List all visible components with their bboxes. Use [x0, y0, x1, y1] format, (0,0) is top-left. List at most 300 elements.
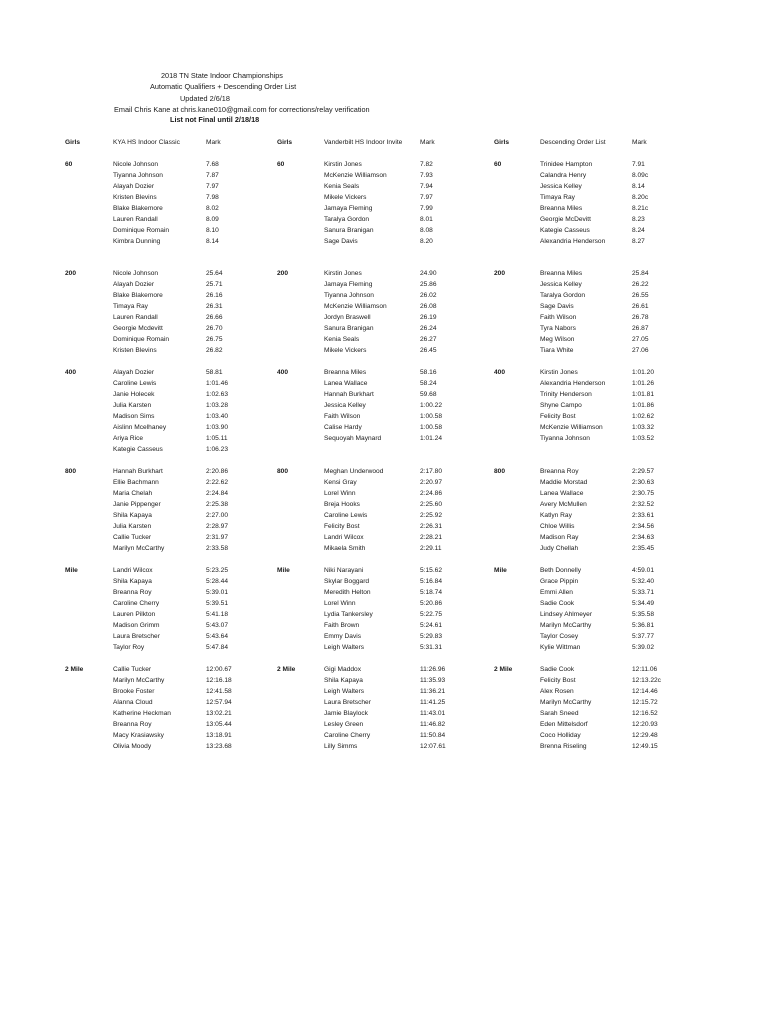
athlete-name: Kategie Casseus [540, 227, 590, 234]
athlete-mark: 2:29.11 [420, 545, 442, 552]
athlete-mark: 12:07.61 [420, 743, 446, 750]
athlete-name: Kirstin Jones [540, 369, 578, 376]
athlete-mark: 11:43.01 [420, 710, 446, 717]
athlete-name: Timaya Ray [113, 303, 148, 310]
athlete-name: Calandra Henry [540, 172, 587, 179]
athlete-name: Marilyn McCarthy [113, 677, 165, 684]
athlete-name: Sage Davis [324, 238, 358, 245]
event-label: 2 Mile [65, 666, 84, 673]
event-label: 800 [277, 468, 289, 475]
athlete-name: Landri Wilcox [113, 567, 153, 574]
athlete-mark: 8.24 [632, 227, 645, 234]
athlete-mark: 2:25.38 [206, 501, 228, 508]
athlete-mark: 11:26.96 [420, 666, 446, 673]
athlete-name: Jamaya Fleming [324, 205, 373, 212]
athlete-mark: 7.93 [420, 172, 433, 179]
athlete-mark: 5:18.74 [420, 589, 442, 596]
athlete-mark: 12:41.58 [206, 688, 232, 695]
athlete-mark: 12:14.46 [632, 688, 658, 695]
athlete-name: Lauren Pilkton [113, 611, 156, 618]
athlete-mark: 7.87 [206, 172, 219, 179]
athlete-name: Sage Davis [540, 303, 574, 310]
athlete-name: Lorel Winn [324, 600, 356, 607]
athlete-mark: 1:01.26 [632, 380, 654, 387]
athlete-mark: 1:03.28 [206, 402, 228, 409]
athlete-mark: 5:28.44 [206, 578, 228, 585]
athlete-mark: 8.23 [632, 216, 645, 223]
athlete-name: Jessica Kelley [540, 183, 582, 190]
athlete-mark: 12:11.06 [632, 666, 658, 673]
event-label: Mile [277, 567, 290, 574]
athlete-name: Landri Wilcox [324, 534, 364, 541]
athlete-mark: 11:36.21 [420, 688, 446, 695]
athlete-mark: 13:05.44 [206, 721, 232, 728]
athlete-name: Jamaya Fleming [324, 281, 373, 288]
athlete-mark: 5:31.31 [420, 644, 442, 651]
athlete-mark: 2:35.45 [632, 545, 654, 552]
athlete-name: Faith Wilson [324, 413, 361, 420]
athlete-mark: 2:33.58 [206, 545, 228, 552]
athlete-name: Felicity Bost [540, 413, 576, 420]
athlete-mark: 5:43.07 [206, 622, 228, 629]
athlete-name: Marilyn McCarthy [113, 545, 165, 552]
title-line-1: 2018 TN State Indoor Championships [161, 71, 283, 80]
athlete-name: Kristen Blevins [113, 347, 157, 354]
athlete-mark: 13:02.21 [206, 710, 232, 717]
athlete-mark: 5:39.01 [206, 589, 228, 596]
athlete-name: Macy Krasiawsky [113, 732, 164, 739]
athlete-mark: 5:43.64 [206, 633, 228, 640]
athlete-name: Janie Pippenger [113, 501, 161, 508]
column-mark-label: Mark [632, 139, 647, 146]
event-label: 800 [494, 468, 506, 475]
athlete-name: Georgie Mcdevitt [113, 325, 163, 332]
athlete-mark: 2:20.97 [420, 479, 442, 486]
athlete-name: Faith Wilson [540, 314, 577, 321]
athlete-mark: 7.91 [632, 161, 645, 168]
athlete-name: Breanna Miles [540, 270, 583, 277]
athlete-name: Laura Bretscher [113, 633, 160, 640]
column-girls-label: Girls [277, 139, 293, 146]
athlete-mark: 8.14 [632, 183, 645, 190]
athlete-mark: 2:17.80 [420, 468, 442, 475]
athlete-name: Madison Grimm [113, 622, 160, 629]
athlete-mark: 11:50.84 [420, 732, 446, 739]
athlete-mark: 11:35.93 [420, 677, 446, 684]
athlete-name: Mikele Vickers [324, 347, 367, 354]
athlete-name: Lanea Wallace [540, 490, 584, 497]
athlete-mark: 1:03.52 [632, 435, 654, 442]
athlete-mark: 12:29.48 [632, 732, 658, 739]
athlete-mark: 12:16.18 [206, 677, 232, 684]
athlete-mark: 5:36.81 [632, 622, 654, 629]
athlete-name: Julia Karsten [113, 523, 152, 530]
athlete-name: Caroline Lewis [324, 512, 368, 519]
athlete-name: Georgie McDevitt [540, 216, 591, 223]
athlete-mark: 2:25.92 [420, 512, 442, 519]
athlete-name: Shila Kapaya [113, 578, 152, 585]
athlete-name: Brenna Riseling [540, 743, 587, 750]
athlete-mark: 1:00.58 [420, 424, 442, 431]
athlete-name: Alayah Dozier [113, 281, 155, 288]
athlete-mark: 1:03.90 [206, 424, 228, 431]
athlete-mark: 8.02 [206, 205, 219, 212]
athlete-name: Caroline Lewis [113, 380, 157, 387]
athlete-mark: 12:13.22c [632, 677, 661, 684]
athlete-name: Brooke Foster [113, 688, 155, 695]
athlete-mark: 12:20.93 [632, 721, 658, 728]
athlete-name: Sequoyah Maynard [324, 435, 382, 442]
athlete-mark: 1:00.22 [420, 402, 442, 409]
athlete-name: Jordyn Braswell [324, 314, 371, 321]
athlete-name: Jessica Kelley [540, 281, 582, 288]
event-label: 400 [65, 369, 77, 376]
athlete-name: Leigh Walters [324, 644, 365, 651]
athlete-mark: 2:29.57 [632, 468, 654, 475]
event-label: 200 [65, 270, 77, 277]
athlete-name: Lanea Wallace [324, 380, 368, 387]
athlete-mark: 26.66 [206, 314, 223, 321]
event-label: Mile [494, 567, 507, 574]
athlete-name: Hannah Burkhart [324, 391, 374, 398]
title-line-5: List not Final until 2/18/18 [170, 115, 260, 124]
event-label: 800 [65, 468, 77, 475]
athlete-mark: 26.19 [420, 314, 437, 321]
athlete-mark: 8.09 [206, 216, 219, 223]
athlete-mark: 5:35.58 [632, 611, 654, 618]
athlete-name: Skylar Boggard [324, 578, 370, 585]
athlete-mark: 11:46.82 [420, 721, 446, 728]
athlete-name: Aislinn Mcelhaney [113, 424, 167, 431]
athlete-name: Emmy Davis [324, 633, 361, 640]
athlete-name: Breanna Miles [324, 369, 367, 376]
athlete-mark: 26.55 [632, 292, 649, 299]
athlete-name: Kristen Blevins [113, 194, 157, 201]
athlete-name: Lydia Tankersley [324, 611, 373, 618]
athlete-mark: 8.27 [632, 238, 645, 245]
athlete-name: Maria Chelah [113, 490, 153, 497]
athlete-name: Lorel Winn [324, 490, 356, 497]
athlete-mark: 7.98 [206, 194, 219, 201]
athlete-name: Ellie Bachmann [113, 479, 159, 486]
athlete-name: Janie Holecek [113, 391, 155, 398]
athlete-mark: 5:41.18 [206, 611, 228, 618]
athlete-name: Breanna Roy [113, 721, 152, 728]
athlete-name: Alexandria Henderson [540, 238, 606, 245]
column-meet-title: Descending Order List [540, 139, 606, 146]
athlete-name: Gigi Maddox [324, 666, 362, 673]
athlete-mark: 2:22.62 [206, 479, 228, 486]
event-label: 2 Mile [494, 666, 513, 673]
athlete-mark: 25.64 [206, 270, 223, 277]
athlete-mark: 26.27 [420, 336, 437, 343]
athlete-name: Kategie Casseus [113, 446, 163, 453]
athlete-name: Tiyanna Johnson [324, 292, 374, 299]
athlete-mark: 1:06.23 [206, 446, 228, 453]
athlete-name: Alayah Dozier [113, 369, 155, 376]
athlete-mark: 58.16 [420, 369, 437, 376]
athlete-mark: 13:18.91 [206, 732, 232, 739]
athlete-name: McKenzie Williamson [540, 424, 603, 431]
column-mark-label: Mark [206, 139, 221, 146]
athlete-mark: 26.75 [206, 336, 223, 343]
athlete-name: Ariya Rice [113, 435, 144, 442]
athlete-name: Sanura Branigan [324, 325, 374, 332]
athlete-mark: 12:49.15 [632, 743, 658, 750]
athlete-name: Taralya Gordon [324, 216, 370, 223]
athlete-mark: 8.14 [206, 238, 219, 245]
athlete-mark: 59.68 [420, 391, 437, 398]
athlete-name: Marilyn McCarthy [540, 622, 592, 629]
athlete-mark: 2:28.21 [420, 534, 442, 541]
athlete-mark: 8.21c [632, 205, 649, 212]
athlete-name: Callie Tucker [113, 666, 152, 673]
athlete-mark: 8.09c [632, 172, 649, 179]
athlete-name: Mikaela Smith [324, 545, 366, 552]
athlete-name: Alex Rosen [540, 688, 574, 695]
athlete-mark: 26.78 [632, 314, 649, 321]
athlete-mark: 1:01.20 [632, 369, 654, 376]
athlete-mark: 5:16.84 [420, 578, 442, 585]
athlete-name: Breja Hooks [324, 501, 360, 508]
athlete-name: Timaya Ray [540, 194, 575, 201]
event-label: 60 [277, 161, 285, 168]
athlete-name: Kylie Wittman [540, 644, 581, 651]
column-meet-title: KYA HS Indoor Classic [113, 139, 180, 146]
athlete-name: Sadie Cook [540, 666, 575, 673]
event-label: 400 [277, 369, 289, 376]
athlete-name: Leigh Walters [324, 688, 365, 695]
athlete-mark: 8.10 [206, 227, 219, 234]
column-meet-title: Vanderbilt HS Indoor Invite [324, 139, 403, 146]
athlete-name: Caroline Cherry [324, 732, 371, 739]
athlete-name: Kirstin Jones [324, 161, 362, 168]
athlete-name: Meghan Underwood [324, 468, 384, 475]
athlete-mark: 58.81 [206, 369, 223, 376]
athlete-mark: 26.08 [420, 303, 437, 310]
athlete-mark: 11:41.25 [420, 699, 446, 706]
athlete-mark: 1:01.81 [632, 391, 654, 398]
athlete-name: Madison Sims [113, 413, 155, 420]
athlete-name: Shyne Campo [540, 402, 582, 409]
athlete-mark: 2:30.75 [632, 490, 654, 497]
athlete-name: Tiyanna Johnson [113, 172, 163, 179]
athlete-name: Shila Kapaya [113, 512, 152, 519]
athlete-mark: 12:57.94 [206, 699, 232, 706]
event-label: 200 [277, 270, 289, 277]
athlete-mark: 13:23.68 [206, 743, 232, 750]
athlete-name: Tiara White [540, 347, 574, 354]
athlete-name: Chloe Willis [540, 523, 575, 530]
athlete-mark: 26.61 [632, 303, 649, 310]
athlete-name: Nicole Johnson [113, 270, 159, 277]
athlete-mark: 5:20.86 [420, 600, 442, 607]
athlete-name: Lindsey Ahlmeyer [540, 611, 593, 618]
athlete-mark: 2:28.97 [206, 523, 228, 530]
column-girls-label: Girls [65, 139, 81, 146]
athlete-mark: 27.06 [632, 347, 649, 354]
athlete-name: Kenia Seals [324, 183, 360, 190]
athlete-mark: 1:02.62 [632, 413, 654, 420]
athlete-mark: 5:22.75 [420, 611, 442, 618]
athlete-mark: 7.99 [420, 205, 433, 212]
athlete-name: Kenia Seals [324, 336, 360, 343]
athlete-name: Taylor Cosey [540, 633, 579, 640]
athlete-mark: 5:24.61 [420, 622, 442, 629]
title-line-4: Email Chris Kane at chris.kane010@gmail.com for corrections/relay verification [114, 105, 370, 114]
athlete-mark: 5:23.25 [206, 567, 228, 574]
athlete-mark: 26.45 [420, 347, 437, 354]
athlete-name: Callie Tucker [113, 534, 152, 541]
athlete-name: Katlyn Ray [540, 512, 572, 519]
athlete-name: McKenzie Williamson [324, 303, 387, 310]
athlete-mark: 26.31 [206, 303, 223, 310]
athlete-name: Lesley Green [324, 721, 364, 728]
athlete-name: Caroline Cherry [113, 600, 160, 607]
athlete-mark: 26.70 [206, 325, 223, 332]
athlete-mark: 25.71 [206, 281, 223, 288]
athlete-mark: 2:32.52 [632, 501, 654, 508]
athlete-mark: 1:03.40 [206, 413, 228, 420]
athlete-name: Felicity Bost [324, 523, 360, 530]
athlete-name: Meg Wilson [540, 336, 575, 343]
athlete-name: Tiyanna Johnson [540, 435, 590, 442]
athlete-name: Julia Karsten [113, 402, 152, 409]
event-label: 200 [494, 270, 506, 277]
athlete-name: Niki Narayani [324, 567, 364, 574]
athlete-mark: 2:24.86 [420, 490, 442, 497]
athlete-mark: 1:01.46 [206, 380, 228, 387]
athlete-name: Jessica Kelley [324, 402, 366, 409]
event-label: 2 Mile [277, 666, 296, 673]
athlete-mark: 7.97 [420, 194, 433, 201]
athlete-mark: 4:59.01 [632, 567, 654, 574]
athlete-mark: 2:34.56 [632, 523, 654, 530]
athlete-name: Alayah Dozier [113, 183, 155, 190]
athlete-mark: 5:34.49 [632, 600, 654, 607]
athlete-name: Judy Chellah [540, 545, 579, 552]
athlete-name: Grace Pippin [540, 578, 579, 585]
athlete-name: Calise Hardy [324, 424, 362, 431]
column-girls-label: Girls [494, 139, 510, 146]
athlete-mark: 5:15.62 [420, 567, 442, 574]
athlete-mark: 26.16 [206, 292, 223, 299]
athlete-mark: 2:30.63 [632, 479, 654, 486]
athlete-mark: 2:20.86 [206, 468, 228, 475]
athlete-name: Blake Blakemore [113, 292, 163, 299]
event-label: 400 [494, 369, 506, 376]
athlete-mark: 5:37.77 [632, 633, 654, 640]
athlete-name: Mikele Vickers [324, 194, 367, 201]
athlete-name: Breanna Roy [540, 468, 579, 475]
column-mark-label: Mark [420, 139, 435, 146]
athlete-name: Kirstin Jones [324, 270, 362, 277]
athlete-name: Hannah Burkhart [113, 468, 163, 475]
athlete-name: Beth Donnelly [540, 567, 582, 574]
athlete-mark: 1:05.11 [206, 435, 228, 442]
athlete-mark: 5:39.02 [632, 644, 654, 651]
athlete-name: Breanna Roy [113, 589, 152, 596]
title-line-2: Automatic Qualifiers + Descending Order List [150, 82, 297, 91]
athlete-name: Lilly Simms [324, 743, 358, 750]
athlete-name: Coco Holliday [540, 732, 581, 739]
athlete-mark: 24.90 [420, 270, 437, 277]
event-label: Mile [65, 567, 78, 574]
event-label: 60 [65, 161, 73, 168]
athlete-mark: 26.87 [632, 325, 649, 332]
athlete-mark: 2:33.61 [632, 512, 654, 519]
athlete-mark: 1:03.32 [632, 424, 654, 431]
athlete-mark: 12:16.52 [632, 710, 658, 717]
athlete-name: Felicity Bost [540, 677, 576, 684]
athlete-mark: 2:34.63 [632, 534, 654, 541]
athlete-name: Dominique Romain [113, 336, 170, 343]
athlete-name: Laura Bretscher [324, 699, 371, 706]
athlete-name: Dominique Romain [113, 227, 170, 234]
athlete-mark: 8.20 [420, 238, 433, 245]
athlete-name: Lauren Randall [113, 314, 158, 321]
athlete-mark: 1:01.86 [632, 402, 654, 409]
athlete-name: Alexandria Henderson [540, 380, 606, 387]
athlete-name: Taralya Gordon [540, 292, 586, 299]
athlete-name: Trinidee Hampton [540, 161, 593, 168]
athlete-name: Alanna Cloud [113, 699, 153, 706]
athlete-name: Jamie Blaylock [324, 710, 368, 717]
athlete-name: Sanura Branigan [324, 227, 374, 234]
athlete-mark: 7.97 [206, 183, 219, 190]
athlete-name: Nicole Johnson [113, 161, 159, 168]
athlete-mark: 58.24 [420, 380, 437, 387]
athlete-mark: 26.02 [420, 292, 437, 299]
athlete-name: Katherine Heckman [113, 710, 171, 717]
athlete-mark: 8.01 [420, 216, 433, 223]
athlete-mark: 2:24.84 [206, 490, 228, 497]
athlete-mark: 27.05 [632, 336, 649, 343]
athlete-name: Breanna Miles [540, 205, 583, 212]
athlete-mark: 5:33.71 [632, 589, 654, 596]
athlete-name: Marilyn McCarthy [540, 699, 592, 706]
athlete-mark: 1:01.24 [420, 435, 442, 442]
athlete-name: Sadie Cook [540, 600, 575, 607]
athlete-name: Emmi Allen [540, 589, 573, 596]
athlete-mark: 7.68 [206, 161, 219, 168]
athlete-name: Madison Ray [540, 534, 579, 541]
athlete-name: Tyra Nabors [540, 325, 576, 332]
athlete-mark: 26.24 [420, 325, 437, 332]
athlete-mark: 5:47.84 [206, 644, 228, 651]
athlete-mark: 2:31.97 [206, 534, 228, 541]
athlete-mark: 2:25.60 [420, 501, 442, 508]
athlete-mark: 8.08 [420, 227, 433, 234]
athlete-name: Maddie Morstad [540, 479, 588, 486]
athlete-mark: 1:00.58 [420, 413, 442, 420]
athlete-name: Sarah Sneed [540, 710, 579, 717]
athlete-mark: 8.20c [632, 194, 649, 201]
title-line-3: Updated 2/6/18 [180, 94, 230, 103]
athlete-mark: 2:26.31 [420, 523, 442, 530]
athlete-name: Kimbra Dunning [113, 238, 161, 245]
athlete-name: Meredith Helton [324, 589, 371, 596]
athlete-mark: 26.82 [206, 347, 223, 354]
athlete-mark: 25.86 [420, 281, 437, 288]
event-label: 60 [494, 161, 502, 168]
athlete-mark: 7.82 [420, 161, 433, 168]
athlete-mark: 2:27.00 [206, 512, 228, 519]
athlete-name: Avery McMullen [540, 501, 587, 508]
athlete-name: Trinity Henderson [540, 391, 592, 398]
athlete-name: Eden Mittelsdorf [540, 721, 588, 728]
athlete-name: Blake Blakemore [113, 205, 163, 212]
